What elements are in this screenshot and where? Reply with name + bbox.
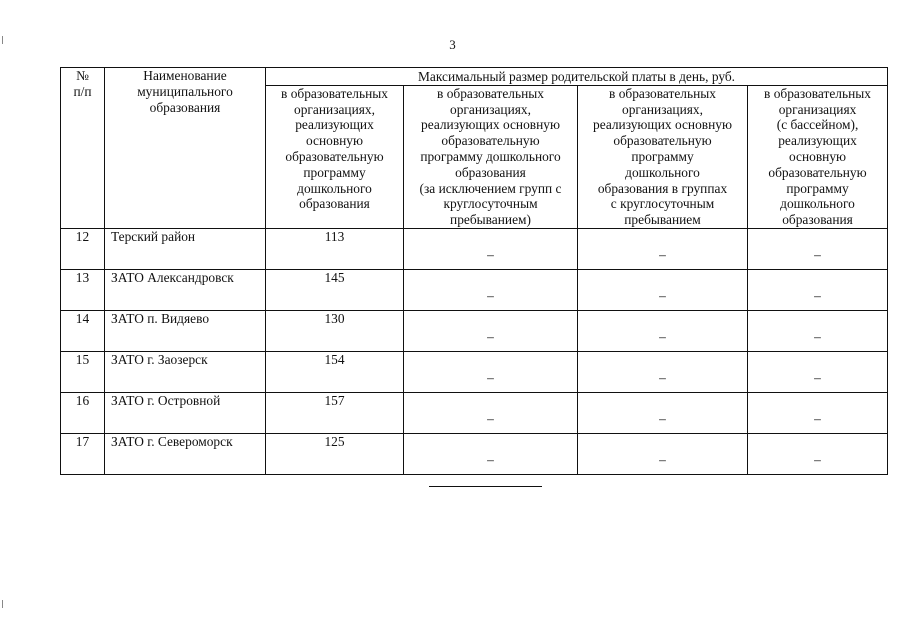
- end-of-document-rule: [429, 486, 542, 487]
- fee-excluding-24h: –: [404, 310, 578, 351]
- table-row: [61, 228, 888, 269]
- fee-excluding-24h: –: [404, 392, 578, 433]
- row-number: 15: [61, 351, 105, 392]
- fee-with-pool: –: [748, 228, 888, 269]
- table-row: [61, 310, 888, 351]
- table-row: [61, 269, 888, 310]
- fee-24h-groups: –: [578, 433, 748, 474]
- fee-basic: 125: [266, 433, 404, 474]
- fee-basic: 154: [266, 351, 404, 392]
- row-number: 17: [61, 433, 105, 474]
- fee-24h-groups: –: [578, 351, 748, 392]
- municipality-name: ЗАТО п. Видяево: [105, 310, 266, 351]
- fee-excluding-24h: –: [404, 351, 578, 392]
- municipality-name: ЗАТО г. Заозерск: [105, 351, 266, 392]
- fee-with-pool: –: [748, 269, 888, 310]
- header-municipality-name: Наименование муниципального образования: [105, 68, 266, 229]
- table-row: [61, 392, 888, 433]
- row-number: 13: [61, 269, 105, 310]
- fee-excluding-24h: –: [404, 433, 578, 474]
- municipality-name: ЗАТО Александровск: [105, 269, 266, 310]
- fee-with-pool: –: [748, 392, 888, 433]
- fee-excluding-24h: –: [404, 269, 578, 310]
- table-row: [61, 351, 888, 392]
- fee-24h-groups: –: [578, 392, 748, 433]
- fee-basic: 113: [266, 228, 404, 269]
- fee-basic: 145: [266, 269, 404, 310]
- row-number: 16: [61, 392, 105, 433]
- row-number: 14: [61, 310, 105, 351]
- scan-margin-mark: [2, 36, 3, 44]
- fee-with-pool: –: [748, 310, 888, 351]
- fee-24h-groups: –: [578, 269, 748, 310]
- fee-basic: 130: [266, 310, 404, 351]
- header-basic-program: в образовательных организациях, реализующих основную образовательную программу дошкольного образования: [266, 85, 404, 228]
- fee-24h-groups: –: [578, 310, 748, 351]
- municipality-name: Терский район: [105, 228, 266, 269]
- municipality-name: ЗАТО г. Островной: [105, 392, 266, 433]
- row-number: 12: [61, 228, 105, 269]
- header-24h-groups: в образовательных организациях, реализующих основную образовательную программу дошкольного образования в группах с круглосуточным пребыванием: [578, 85, 748, 228]
- header-with-pool: в образовательных организациях (с бассейном), реализующих основную образовательную программу дошкольного образования: [748, 85, 888, 228]
- fee-with-pool: –: [748, 351, 888, 392]
- header-row-number: № п/п: [61, 68, 105, 229]
- parental-fee-table: [60, 67, 888, 475]
- header-excluding-24h: в образовательных организациях, реализующих основную образовательную программу дошкольного образования (за исключением групп с круглосуточным пребыванием): [404, 85, 578, 228]
- municipality-name: ЗАТО г. Североморск: [105, 433, 266, 474]
- table-row: [61, 433, 888, 474]
- page-number: 3: [449, 37, 456, 52]
- fee-excluding-24h: –: [404, 228, 578, 269]
- header-max-fee-group: Максимальный размер родительской платы в день, руб.: [266, 68, 888, 86]
- fee-24h-groups: –: [578, 228, 748, 269]
- fee-with-pool: –: [748, 433, 888, 474]
- scan-margin-mark: [2, 600, 3, 608]
- fee-basic: 157: [266, 392, 404, 433]
